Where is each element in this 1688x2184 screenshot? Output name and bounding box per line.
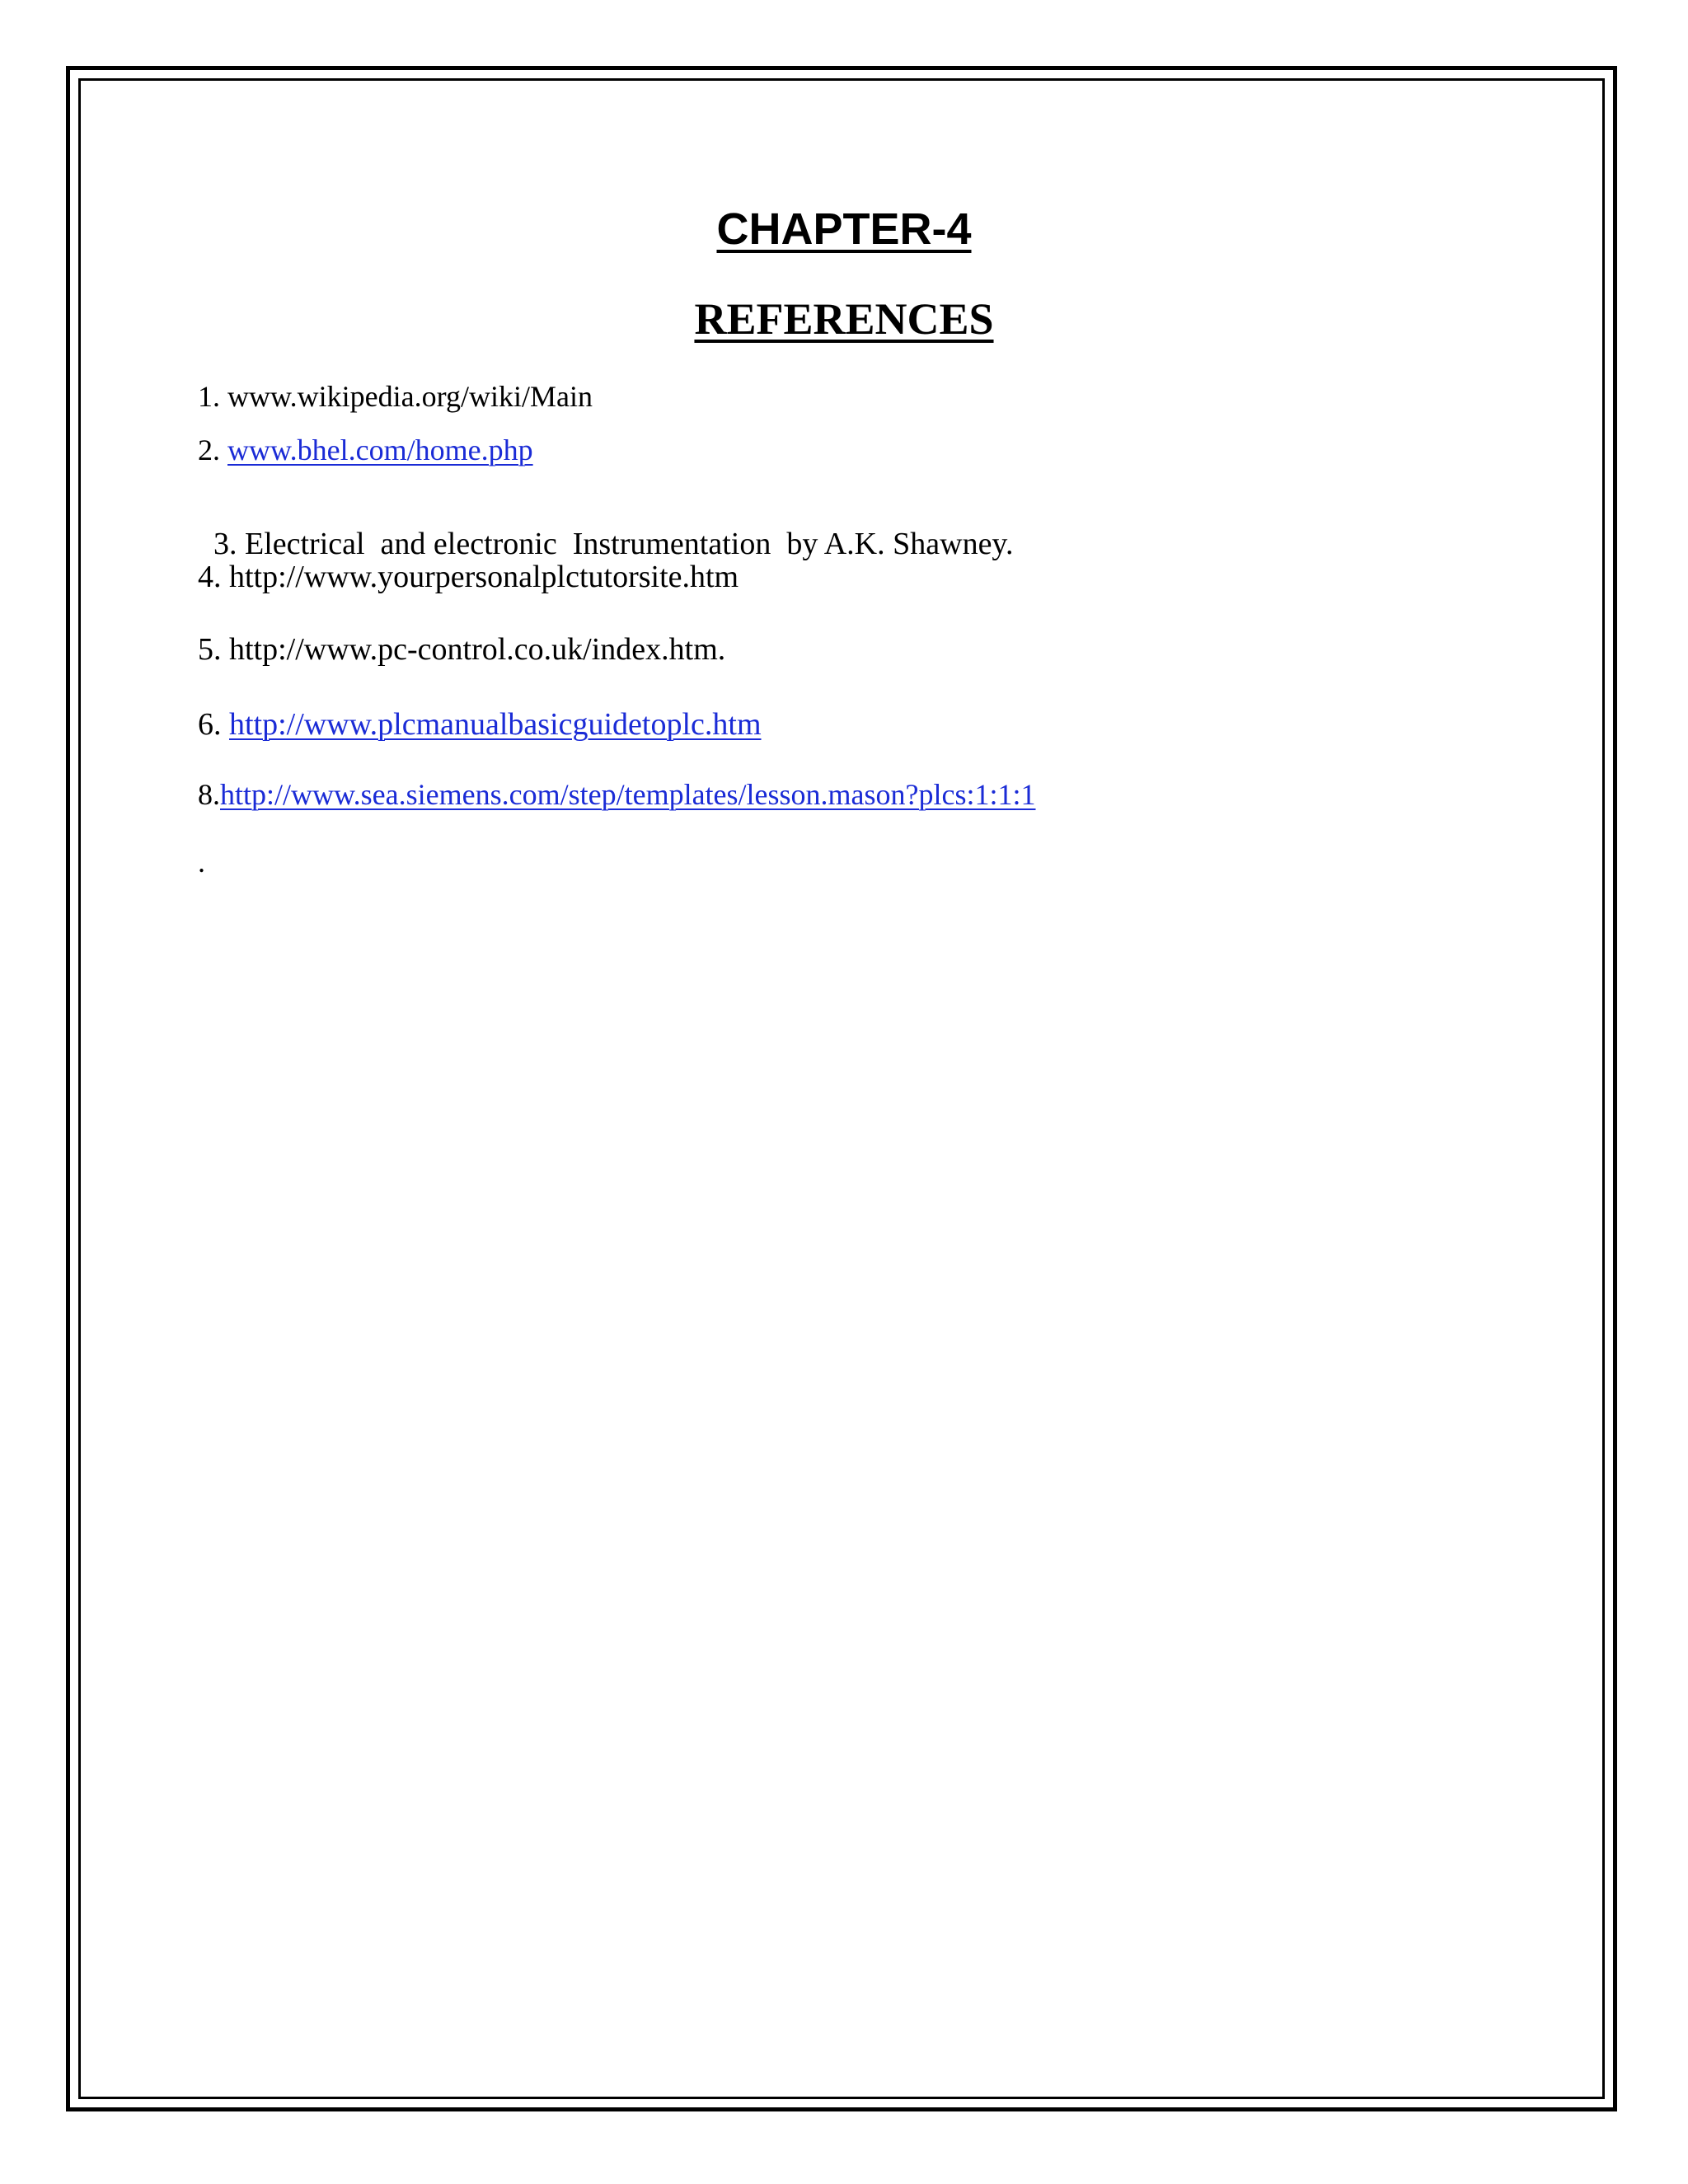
- reference-item-8: [198, 775, 1036, 814]
- reference-text-5: http://www.pc-control.co.uk/index.htm.: [229, 632, 726, 667]
- reference-number-4: 4.: [198, 560, 229, 594]
- reference-item-4: [198, 557, 738, 597]
- reference-link-6[interactable]: http://www.plcmanualbasicguidetoplc.htm: [229, 707, 762, 742]
- reference-number-2: 2.: [198, 434, 227, 466]
- reference-number-3: 3.: [213, 527, 245, 561]
- reference-item-3: [198, 485, 1013, 564]
- reference-item-2: [198, 430, 533, 470]
- section-title: REFERENCES: [694, 294, 994, 344]
- reference-text-3: Electrical and electronic Instrumentation by A.K. Shawney.: [245, 527, 1014, 561]
- reference-number-6: 6.: [198, 707, 229, 742]
- reference-number-1: 1.: [198, 380, 227, 413]
- reference-item-1: [198, 377, 593, 416]
- chapter-title: CHAPTER-4: [716, 204, 972, 254]
- reference-item-5: [198, 630, 725, 669]
- reference-text-4: http://www.yourpersonalplctutorsite.htm: [229, 560, 739, 594]
- trailing-period: .: [198, 846, 205, 879]
- reference-link-2[interactable]: www.bhel.com/home.php: [227, 434, 533, 466]
- reference-link-8[interactable]: http://www.sea.siemens.com/step/templates/lesson.mason?plcs:1:1:1: [220, 778, 1036, 811]
- reference-number-8: 8.: [198, 778, 220, 811]
- reference-number-5: 5.: [198, 632, 229, 667]
- reference-text-1: www.wikipedia.org/wiki/Main: [227, 380, 593, 413]
- reference-item-6: [198, 705, 762, 744]
